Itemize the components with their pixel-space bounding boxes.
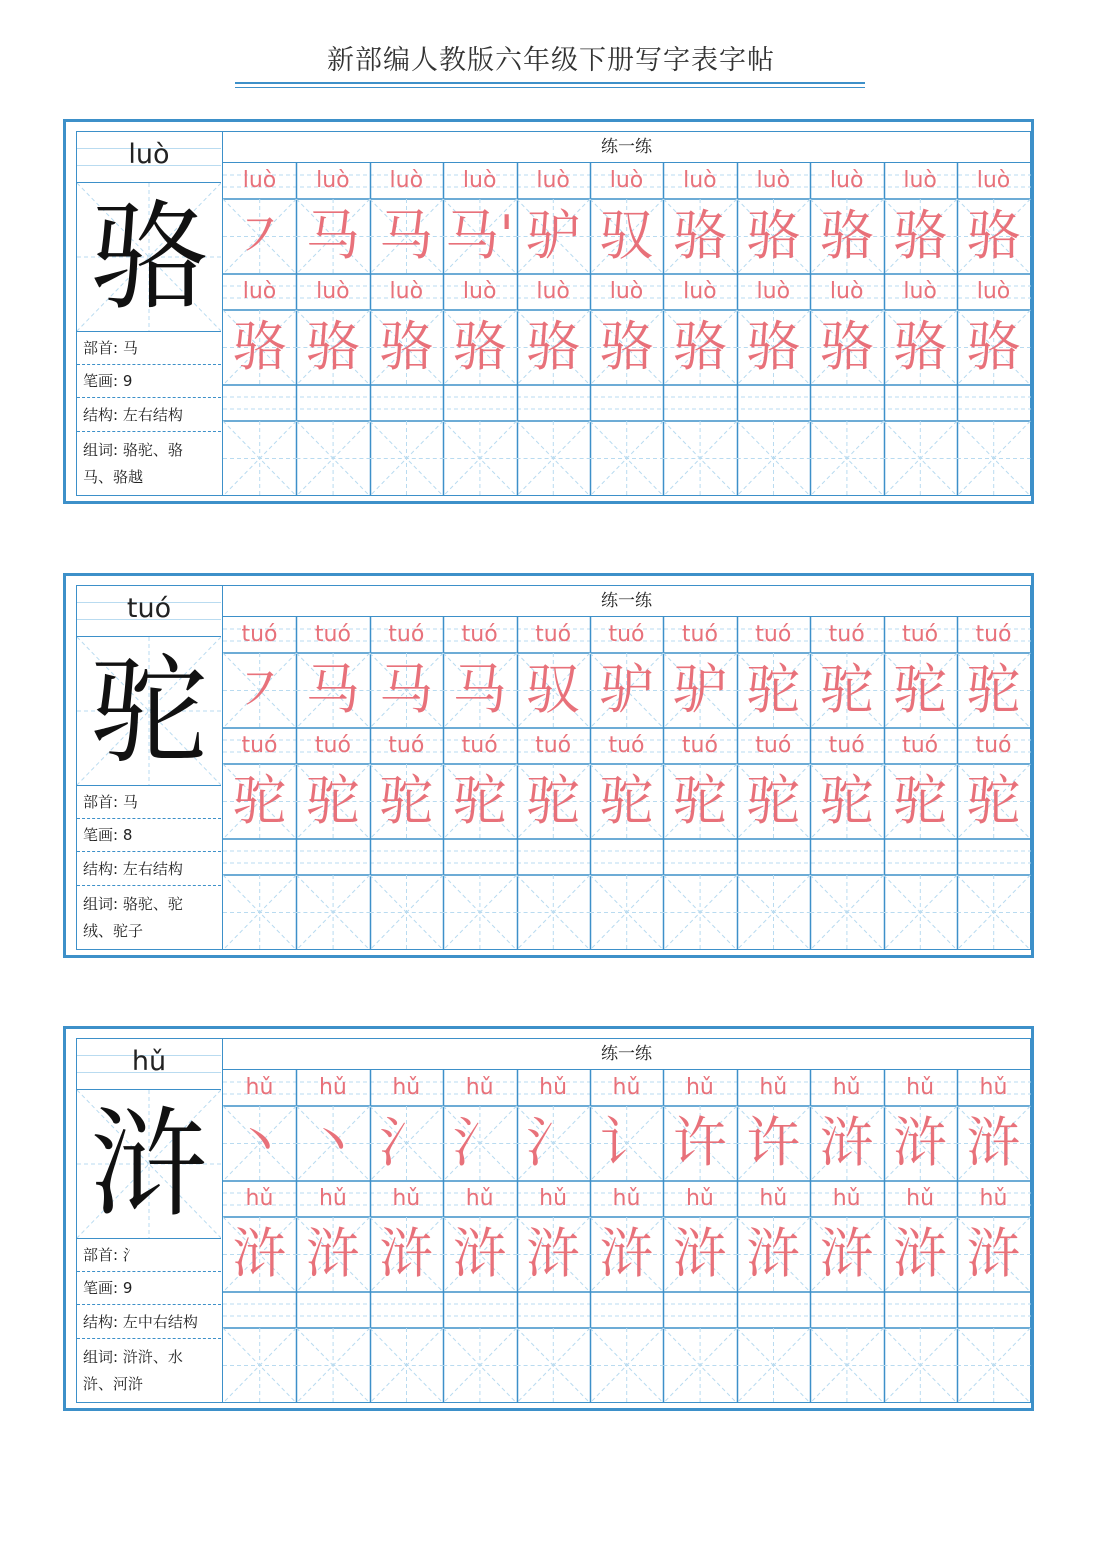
main-character-box: [77, 1090, 221, 1239]
stroke-order-character: 许: [672, 1111, 727, 1174]
practice-grid: [223, 585, 1031, 950]
trace-character: 浒: [599, 1222, 654, 1285]
stroke-order-character: 驼: [966, 658, 1021, 721]
practice-header: 练一练: [223, 1039, 1030, 1070]
word-examples: [77, 1339, 221, 1403]
trace-pinyin: tuó: [902, 733, 939, 758]
stroke-order-character: 马: [305, 658, 360, 721]
trace-character: 驼: [746, 769, 801, 832]
trace-pinyin: tuó: [828, 733, 865, 758]
radical-info: 部首: 氵: [77, 1239, 221, 1272]
trace-pinyin: luò: [242, 279, 277, 304]
trace-pinyin: luò: [683, 279, 717, 304]
stroke-order-character: 驭: [526, 658, 581, 721]
trace-pinyin: tuó: [828, 622, 865, 647]
main-character: 浒: [89, 1095, 208, 1233]
stroke-order-character: 马: [452, 658, 507, 721]
practice-grid: [223, 1038, 1031, 1403]
radical-info: 部首: 马: [77, 332, 221, 365]
trace-character: 浒: [966, 1222, 1021, 1285]
stroke-order-character: ㇇: [232, 204, 287, 267]
trace-pinyin: tuó: [241, 622, 278, 647]
character-info-panel: [76, 585, 223, 950]
stroke-order-character: 骆: [893, 204, 948, 267]
trace-pinyin: hǔ: [245, 1075, 274, 1100]
trace-pinyin: luò: [756, 279, 791, 304]
trace-pinyin: hǔ: [318, 1186, 347, 1211]
stroke-order-character: 驼: [893, 658, 948, 721]
character-block: [63, 1026, 1034, 1411]
trace-pinyin: luò: [609, 279, 644, 304]
trace-pinyin: hǔ: [612, 1186, 641, 1211]
trace-character: 骆: [232, 315, 287, 378]
trace-character: 浒: [746, 1222, 801, 1285]
main-pinyin: tuó: [126, 593, 172, 624]
stroke-order-character: 浒: [819, 1111, 874, 1174]
trace-pinyin: tuó: [241, 733, 278, 758]
word-examples-line: 浒、河浒: [83, 1375, 144, 1393]
main-pinyin: hǔ: [131, 1046, 167, 1077]
trace-pinyin: hǔ: [906, 1186, 935, 1211]
title-underline: [235, 82, 865, 84]
stroke-order-character: 马: [305, 204, 360, 267]
stroke-order-character: 驴: [599, 658, 654, 721]
trace-pinyin: luò: [829, 279, 864, 304]
stroke-order-character: 丶: [305, 1111, 360, 1174]
stroke-order-character: 丶: [232, 1111, 287, 1174]
page-title: 新部编人教版六年级下册写字表字帖: [327, 45, 775, 76]
structure-info: 结构: 左中右结构: [77, 1305, 221, 1339]
trace-pinyin: tuó: [975, 733, 1012, 758]
trace-pinyin: tuó: [535, 622, 572, 647]
trace-character: 骆: [599, 315, 654, 378]
structure-info: 结构: 左右结构: [77, 852, 221, 886]
trace-pinyin: hǔ: [392, 1075, 421, 1100]
trace-pinyin: luò: [976, 168, 1011, 193]
stroke-order-character: 驴: [526, 204, 581, 267]
practice-grid: [223, 131, 1031, 496]
stroke-order-character: 氵: [379, 1111, 434, 1174]
trace-pinyin: tuó: [975, 622, 1012, 647]
trace-pinyin: luò: [683, 168, 717, 193]
trace-character: 骆: [966, 315, 1021, 378]
trace-character: 骆: [819, 315, 874, 378]
trace-character: 浒: [305, 1222, 360, 1285]
character-block: [63, 119, 1034, 504]
word-examples: [77, 432, 221, 496]
trace-pinyin: tuó: [755, 622, 792, 647]
structure-info: 结构: 左右结构: [77, 398, 221, 432]
word-examples: [77, 886, 221, 950]
radical-info: 部首: 马: [77, 786, 221, 819]
trace-character: 驼: [452, 769, 507, 832]
trace-pinyin: tuó: [314, 622, 351, 647]
stroke-order-character: 驭: [599, 204, 654, 267]
practice-header: 练一练: [223, 132, 1030, 163]
stroke-order-character: 浒: [893, 1111, 948, 1174]
trace-character: 驼: [672, 769, 727, 832]
trace-character: 骆: [672, 315, 727, 378]
main-character: 驼: [89, 642, 208, 780]
trace-pinyin: hǔ: [245, 1186, 274, 1211]
trace-pinyin: luò: [536, 279, 570, 304]
trace-character: 驼: [526, 769, 581, 832]
word-examples-line: 组词: 浒浒、水: [83, 1348, 183, 1366]
trace-pinyin: luò: [316, 279, 350, 304]
stroke-count-info: 笔画: 9: [77, 1272, 221, 1305]
trace-pinyin: tuó: [608, 622, 645, 647]
trace-pinyin: hǔ: [759, 1186, 788, 1211]
trace-pinyin: tuó: [681, 733, 718, 758]
stroke-count-info: 笔画: 8: [77, 819, 221, 852]
trace-pinyin: luò: [462, 279, 497, 304]
trace-character: 驼: [966, 769, 1021, 832]
trace-character: 骆: [893, 315, 948, 378]
stroke-order-character: 氵: [526, 1111, 581, 1174]
trace-pinyin: hǔ: [465, 1186, 494, 1211]
trace-pinyin: tuó: [681, 622, 718, 647]
word-examples-line: 组词: 骆驼、骆: [83, 441, 183, 459]
stroke-order-character: 骆: [746, 204, 801, 267]
stroke-order-character: 骆: [819, 204, 874, 267]
stroke-order-character: 讠: [599, 1111, 654, 1174]
trace-pinyin: hǔ: [759, 1075, 788, 1100]
trace-character: 骆: [526, 315, 581, 378]
word-examples-line: 组词: 骆驼、驼: [83, 895, 183, 913]
trace-pinyin: tuó: [902, 622, 939, 647]
trace-pinyin: luò: [316, 168, 350, 193]
trace-character: 浒: [232, 1222, 287, 1285]
trace-pinyin: tuó: [388, 733, 425, 758]
stroke-order-character: 浒: [966, 1111, 1021, 1174]
trace-character: 浒: [893, 1222, 948, 1285]
trace-character: 浒: [452, 1222, 507, 1285]
trace-pinyin: luò: [976, 279, 1011, 304]
pinyin-box: [77, 586, 221, 637]
trace-character: 驼: [379, 769, 434, 832]
stroke-order-character: 驼: [746, 658, 801, 721]
pinyin-box: [77, 132, 221, 183]
stroke-order-character: 骆: [966, 204, 1021, 267]
main-character-box: [77, 637, 221, 786]
trace-pinyin: hǔ: [832, 1075, 861, 1100]
trace-pinyin: luò: [462, 168, 497, 193]
trace-character: 驼: [893, 769, 948, 832]
trace-pinyin: tuó: [461, 733, 498, 758]
character-info-panel: [76, 1038, 223, 1403]
stroke-order-character: 马: [379, 204, 434, 267]
trace-character: 浒: [819, 1222, 874, 1285]
trace-pinyin: hǔ: [906, 1075, 935, 1100]
title-underline-thin: [235, 87, 865, 88]
main-character: 骆: [89, 188, 208, 326]
trace-pinyin: luò: [829, 168, 864, 193]
trace-pinyin: hǔ: [392, 1186, 421, 1211]
stroke-order-character: 氵: [452, 1111, 507, 1174]
trace-pinyin: hǔ: [832, 1186, 861, 1211]
main-character-box: [77, 183, 221, 332]
trace-pinyin: tuó: [608, 733, 645, 758]
trace-pinyin: luò: [389, 279, 424, 304]
trace-pinyin: hǔ: [539, 1186, 568, 1211]
trace-character: 浒: [672, 1222, 727, 1285]
trace-pinyin: hǔ: [465, 1075, 494, 1100]
trace-pinyin: hǔ: [539, 1075, 568, 1100]
trace-pinyin: hǔ: [685, 1075, 714, 1100]
trace-pinyin: tuó: [388, 622, 425, 647]
trace-character: 驼: [305, 769, 360, 832]
word-examples-line: 绒、驼子: [83, 922, 144, 940]
stroke-order-character: 许: [746, 1111, 801, 1174]
trace-pinyin: tuó: [461, 622, 498, 647]
trace-character: 驼: [819, 769, 874, 832]
trace-pinyin: hǔ: [612, 1075, 641, 1100]
character-info-panel: [76, 131, 223, 496]
stroke-order-character: 驼: [819, 658, 874, 721]
main-pinyin: luò: [128, 139, 170, 170]
trace-pinyin: hǔ: [979, 1075, 1008, 1100]
trace-pinyin: luò: [389, 168, 424, 193]
trace-character: 骆: [746, 315, 801, 378]
word-examples-line: 马、骆越: [83, 468, 144, 486]
trace-pinyin: hǔ: [318, 1075, 347, 1100]
trace-pinyin: tuó: [314, 733, 351, 758]
trace-pinyin: hǔ: [685, 1186, 714, 1211]
stroke-order-character: 骆: [672, 204, 727, 267]
stroke-order-character: 马': [445, 204, 515, 267]
trace-pinyin: tuó: [755, 733, 792, 758]
pinyin-box: [77, 1039, 221, 1090]
trace-pinyin: luò: [242, 168, 277, 193]
trace-character: 浒: [379, 1222, 434, 1285]
trace-character: 驼: [232, 769, 287, 832]
trace-character: 浒: [526, 1222, 581, 1285]
character-block: [63, 573, 1034, 958]
stroke-order-character: 马: [379, 658, 434, 721]
trace-pinyin: hǔ: [979, 1186, 1008, 1211]
trace-character: 骆: [379, 315, 434, 378]
practice-header: 练一练: [223, 586, 1030, 617]
trace-character: 骆: [305, 315, 360, 378]
stroke-count-info: 笔画: 9: [77, 365, 221, 398]
trace-pinyin: luò: [903, 168, 937, 193]
trace-pinyin: luò: [903, 279, 937, 304]
trace-pinyin: luò: [536, 168, 570, 193]
trace-pinyin: luò: [609, 168, 644, 193]
trace-pinyin: luò: [756, 168, 791, 193]
trace-character: 驼: [599, 769, 654, 832]
stroke-order-character: ㇇: [232, 658, 287, 721]
trace-character: 骆: [452, 315, 507, 378]
stroke-order-character: 驴: [672, 658, 727, 721]
trace-pinyin: tuó: [535, 733, 572, 758]
